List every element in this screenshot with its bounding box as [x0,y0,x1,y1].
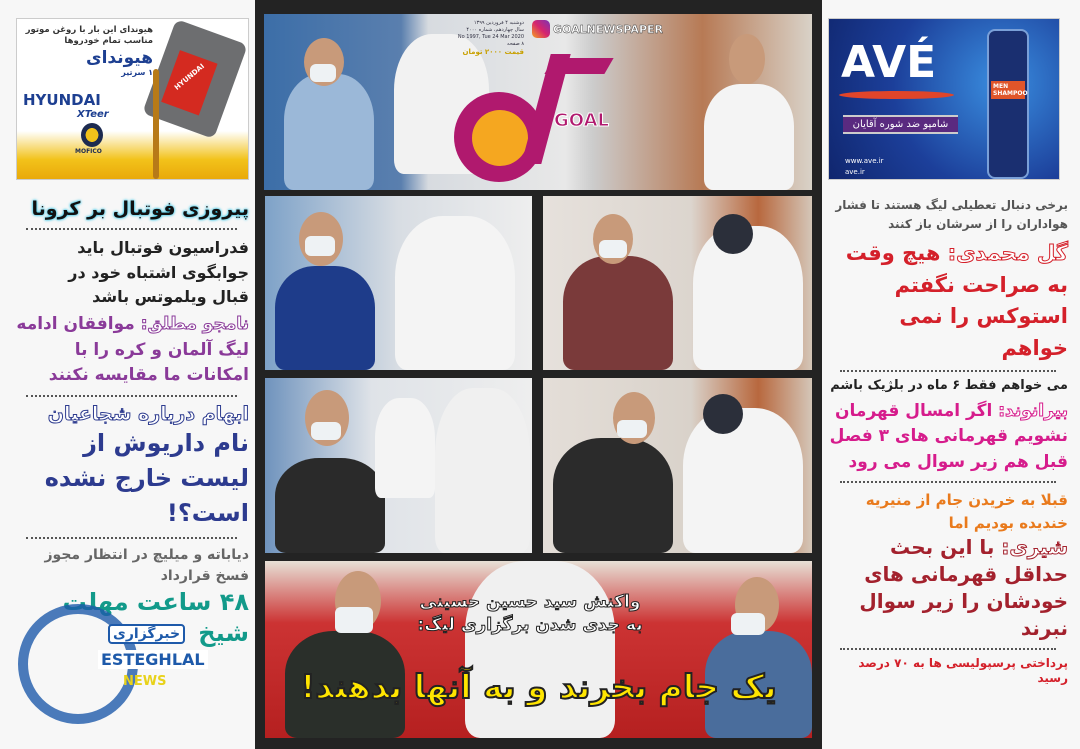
oil-can-image: HYUNDAI [142,19,248,139]
ave-ad[interactable] [828,18,1060,180]
ad-product: XTeer [77,109,109,120]
kicker: قبلا به خریدن جام از منیریه خندیده بودیم اما [865,491,1068,532]
ad-distributor: MOFICO [75,148,102,155]
ave-logo: AVÉ [841,37,937,88]
player-photo [265,378,532,553]
divider [840,648,1056,650]
speaker-name: گل محمدی: [947,241,1068,266]
kicker: ابهام درباره شجاعیان [47,402,249,425]
issue-info: دوشنبه ۴ فروردین ۱۳۹۹ سال چهاردهم، شماره ۴۰۰۰ No 1997, Tue 24 Mar 2020 ۸ صفحه قیمت ۲۰۰۰ تومان [424,20,524,58]
headline[interactable] [828,399,1068,476]
kicker: برخی دنبال تعطیلی لیگ هستند تا فشار هواداران را از سرشان باز کنند [835,198,1068,232]
ave-slogan: شامپو ضد شوره آقایان [843,115,958,134]
divider [26,395,237,397]
logo-goal: GOAL [454,54,604,184]
headline[interactable] [828,238,1068,364]
instagram-handle: GOALNEWSPAPER [553,22,663,36]
kicker: دیاباته و میلیچ در انتظار مجوز فسخ قرارداد [44,546,249,584]
headline-text: هیچ وقت به صراحت نگفتم استوکس را نمی خواهم [845,241,1068,360]
lead-story-photo[interactable] [265,561,812,738]
headline-text: ساعت مهلت شیخ [62,587,249,647]
wave-stripe [839,91,954,99]
mofico-logo-icon [81,123,103,147]
headline[interactable]: نام داریوش از لیست خارج نشده است؟! [44,429,249,527]
lead-headline[interactable]: یک جام بخرند و به آنها بدهند! [300,667,777,706]
front-page-photos [255,0,822,749]
ave-instagram[interactable]: ave.ir [845,168,865,176]
right-column [822,0,1080,749]
headline[interactable]: فدراسیون فوتبال باید جوابگوی اشتباه خود در قبال ویلموتس باشد [68,237,249,307]
section-title: پیروزی فوتبال بر کرونا [31,198,249,220]
ad-tagline: مناسب تمام خودروها [64,36,153,47]
price: قیمت ۲۰۰۰ تومان [462,48,524,56]
instagram-icon [532,20,550,38]
ave-website[interactable]: www.ave.ir [845,157,884,165]
speaker-name: نامجو مطلق: [140,314,249,335]
player-photo [265,196,532,370]
kicker: می خواهم فقط ۶ ماه در بلژیک باشم [830,378,1068,394]
ad-sub: ۱ سرتیر [121,67,153,77]
headline[interactable]: پرداختی پرسپولیسی ها به ۷۰ درصد رسید [858,656,1068,686]
headline-number: ۴۸ [219,587,249,616]
ad-brand-en: HYUNDAI [23,91,101,109]
divider [26,228,237,230]
shampoo-bottle-image: MEN SHAMPOO [987,29,1029,179]
headline-text: با این بحث حداقل قهرمانی های خودشان را زیر سوال نبرند [859,535,1068,641]
divider [26,537,237,539]
headline[interactable] [828,534,1068,642]
headline[interactable] [14,312,249,389]
esteghlal-news-watermark: خبرگزاری ESTEGHLAL NEWS [18,604,138,724]
oil-stream [153,69,159,179]
player-photo [543,196,812,370]
hyundai-ad[interactable] [16,18,249,180]
masthead-photo [264,14,812,190]
left-column [0,0,255,749]
speaker-name: شیری: [1001,535,1068,560]
speaker-name: بیرانوند: [998,400,1068,421]
instagram-badge[interactable] [532,20,663,38]
football-icon [472,110,528,166]
ad-brand-fa: هیوندای [86,47,153,68]
divider [840,481,1056,483]
divider [840,370,1056,372]
lead-kicker: واکنش سید حسین حسینی به جدی شدن برگزاری لیگ: [417,592,643,635]
ad-tagline: هیوندای این بار با روغن موتور [25,25,153,35]
headline-text: موافقان ادامه لیگ آلمان و کره را با امکانات ما مقایسه نکنند [16,314,249,386]
headline-text: اگر امسال قهرمان نشویم قهرمانی های ۳ فصل قبل هم زیر سوال می رود [829,400,1068,472]
player-photo [543,378,812,553]
